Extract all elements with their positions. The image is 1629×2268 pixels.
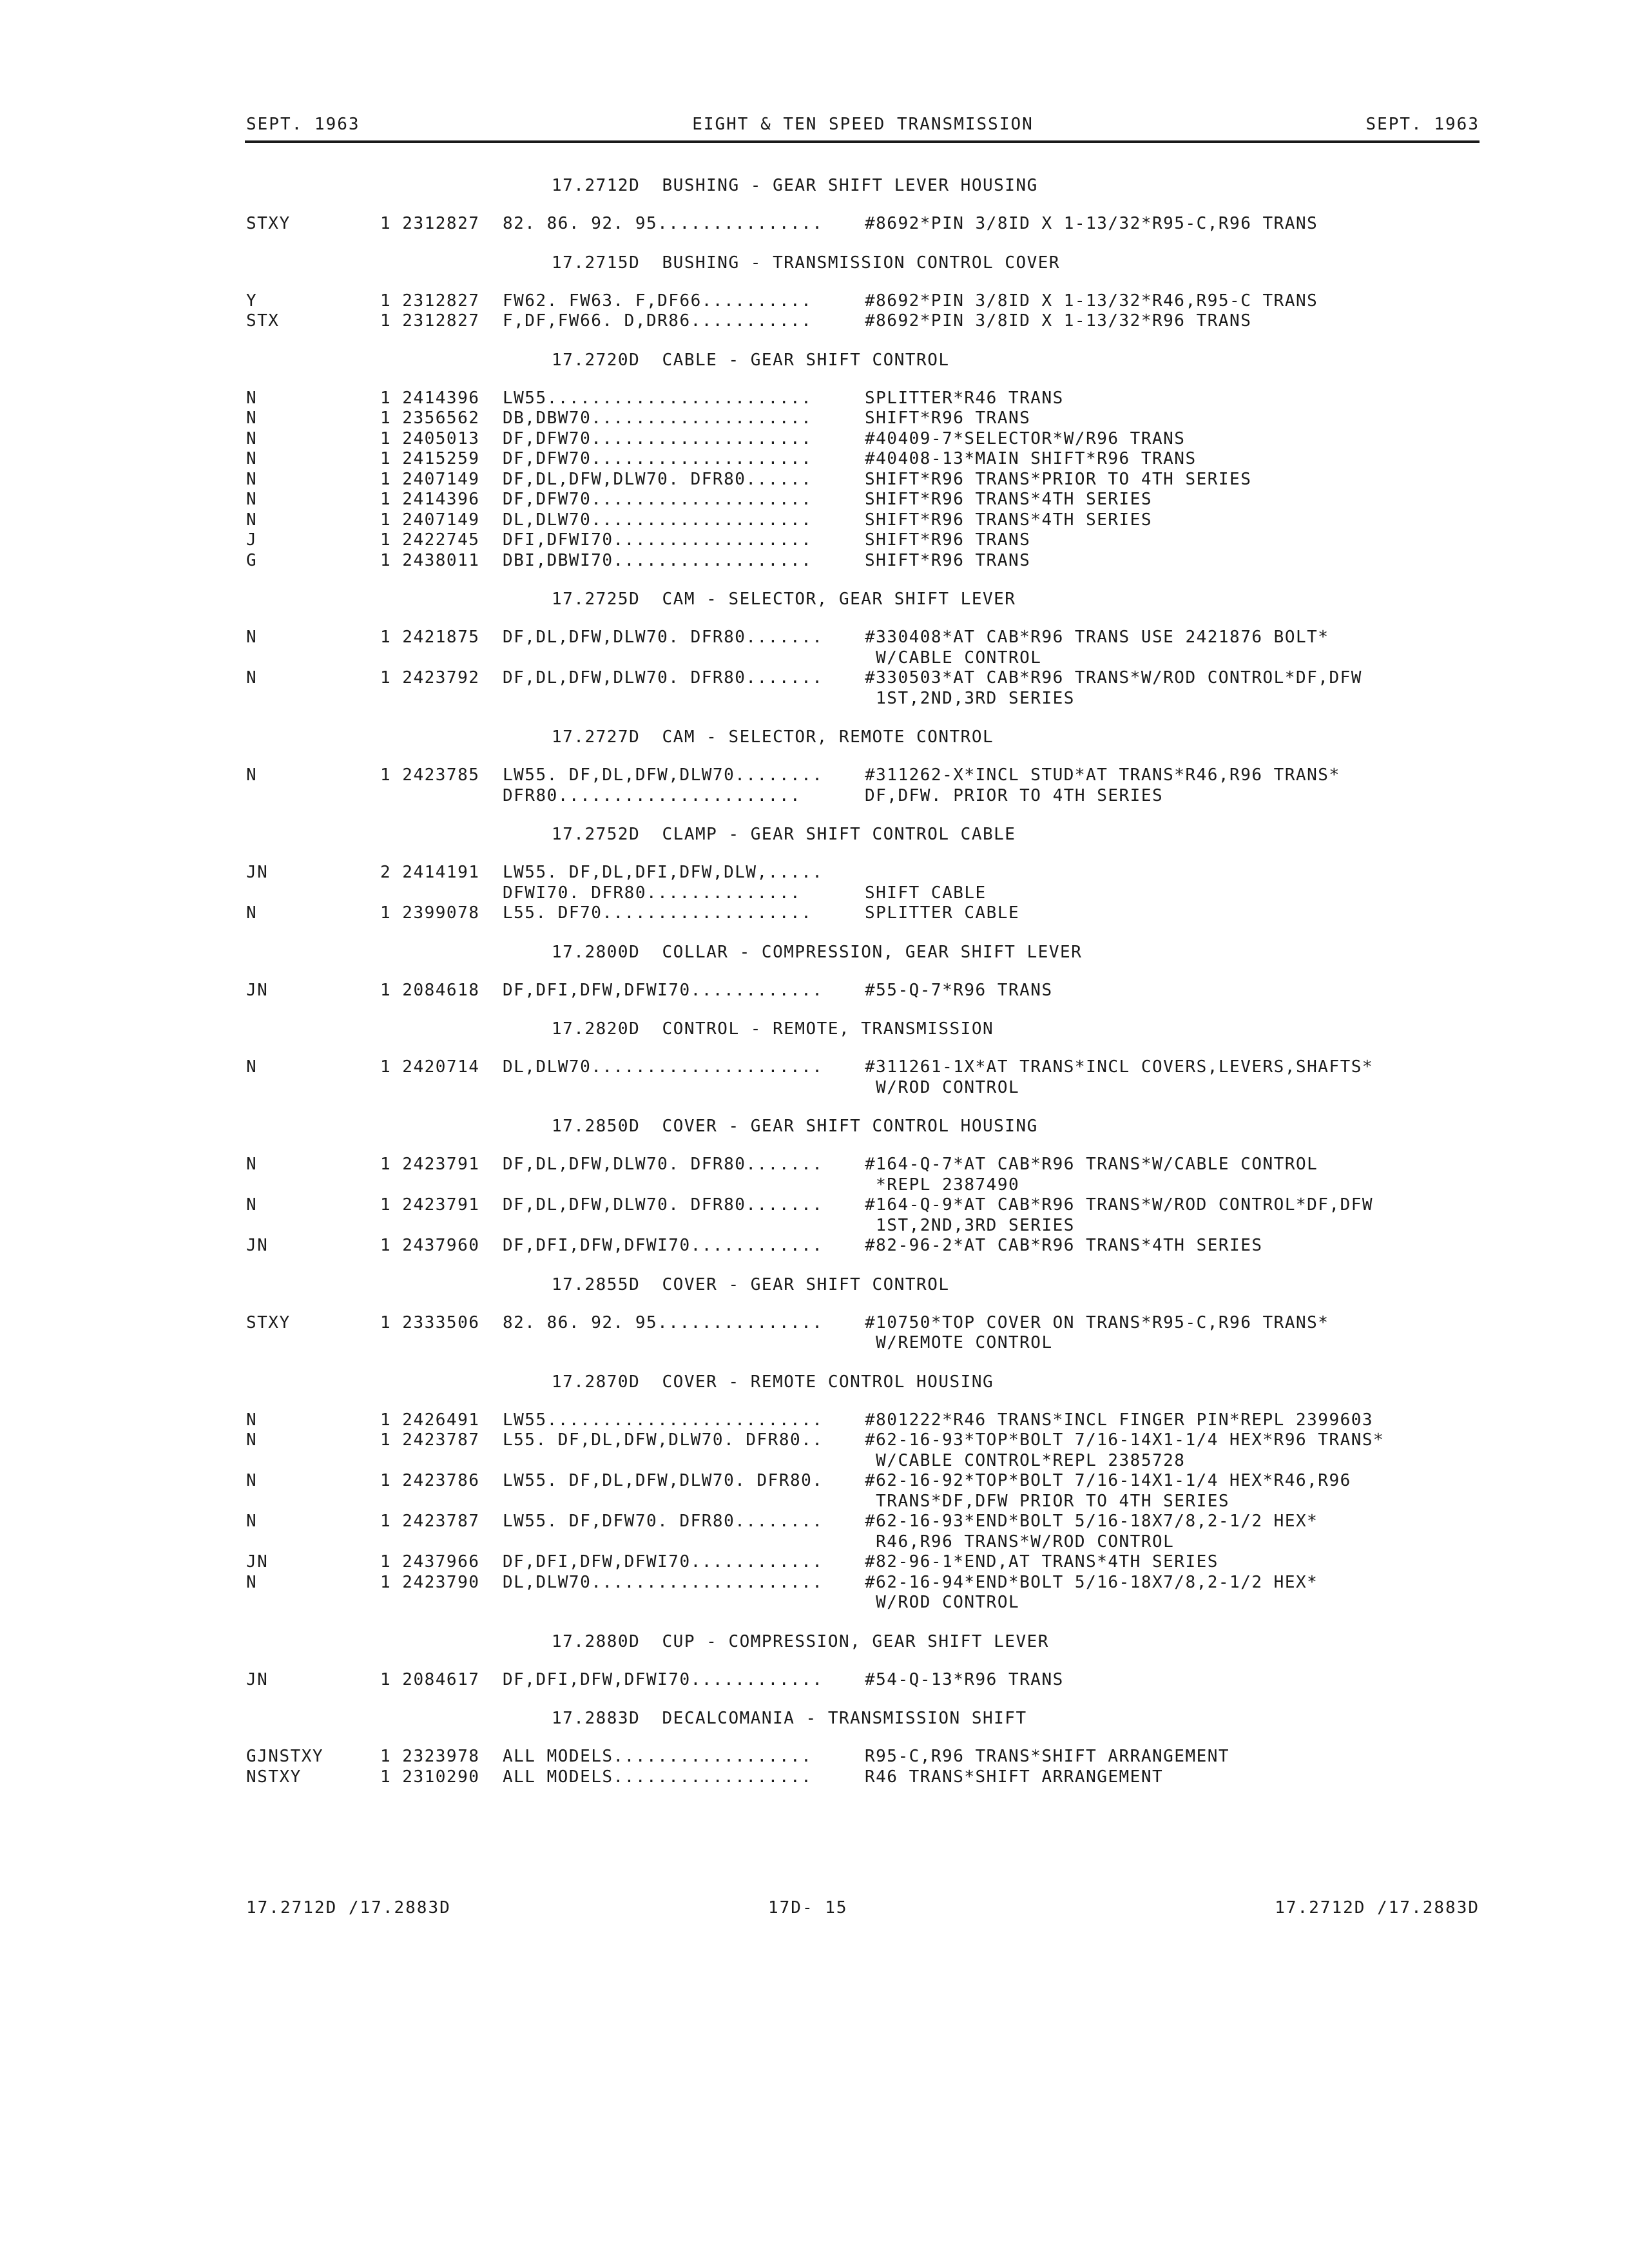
part-description: SHIFT*R96 TRANS*4TH SERIES [865, 510, 1152, 530]
usage-code: N [246, 408, 258, 428]
table-row [246, 389, 1480, 409]
part-number: 1 2414396 [380, 388, 480, 408]
indent [246, 1451, 503, 1472]
model-list: LW55. DF,DL,DFW,DLW70........ [503, 765, 824, 785]
description-continued: W/ROD CONTROL [865, 1593, 1020, 1612]
table-row [246, 668, 1480, 689]
usage-code: N [246, 428, 258, 448]
section-rows [246, 1410, 1480, 1613]
part-number: 1 2356562 [380, 408, 480, 428]
model-list: DF,DL,DFW,DLW70. DFR80....... [503, 1155, 824, 1174]
continuation-row [246, 1593, 1480, 1613]
continuation-row [246, 786, 1480, 807]
part-description: #330503*AT CAB*R96 TRANS*W/ROD CONTROL*DF,DFW [865, 668, 1362, 687]
part-description: R95-C,R96 TRANS*SHIFT ARRANGEMENT [865, 1747, 1230, 1766]
part-number: 1 2414396 [380, 490, 480, 509]
model-list: 82. 86. 92. 95............... [503, 1312, 824, 1332]
description-continued: W/REMOTE CONTROL [865, 1333, 1053, 1352]
part-number: 1 2312827 [380, 311, 480, 331]
model-list: DBI,DBWI70.................. [503, 550, 813, 570]
part-number: 1 2423790 [380, 1572, 480, 1592]
table-row [246, 1747, 1480, 1767]
usage-code: N [246, 1471, 258, 1490]
indent [246, 1078, 503, 1099]
usage-code: J [246, 530, 258, 550]
table-row [246, 530, 1480, 551]
part-description: SHIFT*R96 TRANS*PRIOR TO 4TH SERIES [865, 469, 1252, 489]
section-rows [246, 981, 1480, 1001]
part-number: 1 2310290 [380, 1767, 480, 1787]
indent [246, 1492, 503, 1512]
table-row [246, 1573, 1480, 1593]
table-row [246, 1767, 1480, 1788]
part-description: #311262-X*INCL STUD*AT TRANS*R46,R96 TRANS* [865, 765, 1340, 785]
usage-code: NSTXY [246, 1767, 302, 1787]
part-description: SHIFT*R96 TRANS [865, 550, 1031, 570]
part-number: 1 2312827 [380, 291, 480, 311]
usage-code: STX [246, 311, 280, 331]
model-list: DL,DLW70.................... [503, 510, 813, 530]
table-row [246, 1670, 1480, 1691]
table-row [246, 429, 1480, 450]
continuation-row [246, 1175, 1480, 1196]
part-description: SHIFT*R96 TRANS [865, 530, 1031, 550]
part-description: SPLITTER*R46 TRANS [865, 388, 1064, 408]
continuation-row [246, 1333, 1480, 1354]
section-rows [246, 214, 1480, 235]
page-number: 17D- 15 [768, 1898, 848, 1917]
table-row [246, 765, 1480, 786]
part-number: 1 2399078 [380, 903, 480, 923]
table-row [246, 470, 1480, 490]
description-continued: TRANS*DF,DFW PRIOR TO 4TH SERIES [865, 1491, 1230, 1511]
usage-code: GJNSTXY [246, 1747, 324, 1766]
table-row [246, 1155, 1480, 1175]
part-number: 1 2438011 [380, 550, 480, 570]
section [246, 1272, 1480, 1354]
indent [246, 786, 503, 807]
model-list-continued: DFWI70. DFR80.............. [503, 883, 802, 903]
part-number: 1 2084617 [380, 1669, 480, 1689]
usage-code: N [246, 449, 258, 468]
footer-range-right: 17.2712D /17.2883D [1275, 1898, 1480, 1917]
model-list: DF,DFW70.................... [503, 449, 813, 468]
part-description: #10750*TOP COVER ON TRANS*R95-C,R96 TRANS* [865, 1312, 1329, 1332]
usage-code: N [246, 1195, 258, 1215]
part-description: #40409-7*SELECTOR*W/R96 TRANS [865, 428, 1186, 448]
model-list: LW55........................ [503, 388, 813, 408]
part-description: #40408-13*MAIN SHIFT*R96 TRANS [865, 449, 1197, 468]
table-row [246, 1552, 1480, 1573]
part-description: #82-96-2*AT CAB*R96 TRANS*4TH SERIES [865, 1236, 1263, 1255]
model-list: DF,DFW70.................... [503, 428, 813, 448]
section-title: 17.2870D COVER - REMOTE CONTROL HOUSING [552, 1372, 994, 1392]
description-continued: R46,R96 TRANS*W/ROD CONTROL [865, 1532, 1175, 1552]
part-number: 1 2423787 [380, 1430, 480, 1450]
model-list: DF,DFW70.................... [503, 490, 813, 509]
continuation-row [246, 1216, 1480, 1236]
usage-code: G [246, 550, 258, 570]
section-title: 17.2715D BUSHING - TRANSMISSION CONTROL COVER [552, 253, 1061, 273]
part-description: #330408*AT CAB*R96 TRANS USE 2421876 BOLT* [865, 628, 1329, 647]
usage-code: N [246, 1512, 258, 1531]
section [246, 1016, 1480, 1098]
usage-code: N [246, 668, 258, 687]
page-header [246, 115, 1480, 140]
section-title: 17.2725D CAM - SELECTOR, GEAR SHIFT LEVER [552, 590, 1016, 609]
usage-code: N [246, 765, 258, 785]
part-description: R46 TRANS*SHIFT ARRANGEMENT [865, 1767, 1164, 1787]
table-row [246, 214, 1480, 235]
part-description: #62-16-94*END*BOLT 5/16-18X7/8,2-1/2 HEX* [865, 1572, 1318, 1592]
continuation-row [246, 1532, 1480, 1553]
indent [246, 1333, 503, 1354]
part-description: #62-16-93*TOP*BOLT 7/16-14X1-1/4 HEX*R96 TRANS* [865, 1430, 1385, 1450]
part-number: 1 2407149 [380, 469, 480, 489]
table-row [246, 903, 1480, 924]
part-number: 1 2423785 [380, 765, 480, 785]
section [246, 347, 1480, 572]
model-list-continued: DFR80...................... [503, 785, 802, 805]
section-title: 17.2720D CABLE - GEAR SHIFT CONTROL [552, 350, 950, 370]
description-continued: W/CABLE CONTROL*REPL 2385728 [865, 1450, 1186, 1470]
part-number: 1 2423786 [380, 1471, 480, 1490]
section-title: 17.2712D BUSHING - GEAR SHIFT LEVER HOUSING [552, 176, 1038, 195]
continuation-row [246, 648, 1480, 669]
part-number: 1 2423791 [380, 1195, 480, 1215]
table-row [246, 1236, 1480, 1256]
part-description: #55-Q-7*R96 TRANS [865, 980, 1053, 1000]
part-number: 1 2423791 [380, 1155, 480, 1174]
section [246, 1706, 1480, 1787]
table-row [246, 628, 1480, 648]
section-title: 17.2855D COVER - GEAR SHIFT CONTROL [552, 1274, 950, 1294]
part-description: #8692*PIN 3/8ID X 1-13/32*R96 TRANS [865, 311, 1252, 331]
description-continued: DF,DFW. PRIOR TO 4TH SERIES [865, 785, 1164, 805]
part-number: 1 2333506 [380, 1312, 480, 1332]
usage-code: N [246, 903, 258, 923]
section [246, 822, 1480, 924]
part-description: #164-Q-9*AT CAB*R96 TRANS*W/ROD CONTROL*DF,DFW [865, 1195, 1374, 1215]
continuation-row [246, 1078, 1480, 1099]
part-number: 1 2423787 [380, 1512, 480, 1531]
table-row [246, 981, 1480, 1001]
section [246, 1369, 1480, 1613]
model-list-continued [503, 1333, 865, 1354]
table-row [246, 551, 1480, 572]
usage-code: N [246, 1572, 258, 1592]
continuation-row [246, 689, 1480, 709]
section [246, 1629, 1480, 1691]
usage-code: N [246, 1410, 258, 1430]
table-row [246, 1471, 1480, 1492]
model-list: DF,DL,DFW,DLW70. DFR80....... [503, 1195, 824, 1215]
model-list-continued [503, 1175, 865, 1196]
table-row [246, 408, 1480, 429]
model-list: LW55. DF,DL,DFW,DLW70. DFR80. [503, 1471, 824, 1490]
part-number: 1 2420714 [380, 1057, 480, 1077]
model-list-continued [503, 1451, 865, 1472]
part-description [865, 863, 1480, 883]
section-title: 17.2752D CLAMP - GEAR SHIFT CONTROL CABLE [552, 825, 1016, 844]
table-row [246, 1430, 1480, 1451]
description-continued: W/ROD CONTROL [865, 1077, 1020, 1097]
section [246, 586, 1480, 709]
model-list-continued [503, 1593, 865, 1613]
section [246, 939, 1480, 1001]
model-list: ALL MODELS.................. [503, 1747, 813, 1766]
usage-code: N [246, 1155, 258, 1174]
model-list: DF,DL,DFW,DLW70. DFR80....... [503, 668, 824, 687]
section-rows [246, 765, 1480, 806]
part-description: #8692*PIN 3/8ID X 1-13/32*R95-C,R96 TRANS [865, 214, 1318, 233]
indent [246, 883, 503, 904]
section [246, 173, 1480, 235]
part-number: 1 2323978 [380, 1747, 480, 1766]
section-title: 17.2850D COVER - GEAR SHIFT CONTROL HOUSING [552, 1117, 1038, 1136]
model-list: DF,DFI,DFW,DFWI70............ [503, 1552, 824, 1571]
model-list: DF,DFI,DFW,DFWI70............ [503, 980, 824, 1000]
model-list: LW55. DF,DL,DFI,DFW,DLW,..... [503, 863, 824, 882]
part-number: 1 2405013 [380, 428, 480, 448]
footer-range-left: 17.2712D /17.2883D [246, 1898, 451, 1917]
section-rows [246, 1670, 1480, 1691]
part-description: #62-16-93*END*BOLT 5/16-18X7/8,2-1/2 HEX* [865, 1512, 1318, 1531]
indent [246, 1532, 503, 1553]
model-list: LW55......................... [503, 1410, 824, 1430]
part-number: 1 2426491 [380, 1410, 480, 1430]
part-number: 1 2421875 [380, 628, 480, 647]
header-rule [245, 140, 1480, 143]
section-rows [246, 389, 1480, 572]
part-number: 1 2437960 [380, 1236, 480, 1255]
part-description: #54-Q-13*R96 TRANS [865, 1669, 1064, 1689]
section-rows [246, 1747, 1480, 1787]
section [246, 250, 1480, 332]
usage-code: N [246, 628, 258, 647]
part-number: 1 2407149 [380, 510, 480, 530]
part-description: #311261-1X*AT TRANS*INCL COVERS,LEVERS,SHAFTS* [865, 1057, 1374, 1077]
model-list: DF,DFI,DFW,DFWI70............ [503, 1669, 824, 1689]
part-description: #801222*R46 TRANS*INCL FINGER PIN*REPL 2399603 [865, 1410, 1374, 1430]
table-row [246, 449, 1480, 470]
usage-code: JN [246, 1236, 269, 1255]
model-list: 82. 86. 92. 95............... [503, 214, 824, 233]
table-row [246, 1313, 1480, 1334]
section-title: 17.2820D CONTROL - REMOTE, TRANSMISSION [552, 1019, 994, 1039]
header-title: EIGHT & TEN SPEED TRANSMISSION [692, 115, 1034, 134]
section-rows [246, 628, 1480, 709]
usage-code: N [246, 1430, 258, 1450]
usage-code: STXY [246, 214, 291, 233]
table-row [246, 1057, 1480, 1078]
usage-code: N [246, 388, 258, 408]
table-row [246, 863, 1480, 883]
continuation-row [246, 883, 1480, 904]
section-rows [246, 1057, 1480, 1098]
section-title: 17.2880D CUP - COMPRESSION, GEAR SHIFT LEVER [552, 1631, 1049, 1651]
model-list: DL,DLW70..................... [503, 1057, 824, 1077]
part-description: #62-16-92*TOP*BOLT 7/16-14X1-1/4 HEX*R46,R96 [865, 1471, 1351, 1490]
part-number: 2 2414191 [380, 863, 480, 882]
section-title: 17.2727D CAM - SELECTOR, REMOTE CONTROL [552, 727, 994, 747]
header-date-left: SEPT. 1963 [246, 115, 360, 134]
description-continued: 1ST,2ND,3RD SERIES [865, 1215, 1075, 1235]
usage-code: N [246, 469, 258, 489]
model-list-continued [503, 1078, 865, 1099]
section-rows [246, 291, 1480, 332]
table-row [246, 1195, 1480, 1216]
part-number: 1 2437966 [380, 1552, 480, 1571]
model-list-continued [503, 648, 865, 669]
continuation-row [246, 1451, 1480, 1472]
model-list-continued [503, 1492, 865, 1512]
model-list-continued [503, 689, 865, 709]
model-list: DF,DL,DFW,DLW70. DFR80....... [503, 628, 824, 647]
usage-code: JN [246, 863, 269, 882]
indent [246, 648, 503, 669]
usage-code: Y [246, 291, 258, 311]
part-number: 1 2312827 [380, 214, 480, 233]
table-row [246, 291, 1480, 312]
indent [246, 1593, 503, 1613]
model-list: ALL MODELS.................. [503, 1767, 813, 1787]
model-list-continued [503, 1532, 865, 1553]
usage-code: STXY [246, 1312, 291, 1332]
table-row [246, 510, 1480, 531]
model-list: L55. DF70................... [503, 903, 813, 923]
page-footer [246, 1898, 1480, 1924]
description-continued: *REPL 2387490 [865, 1175, 1020, 1195]
section-rows [246, 863, 1480, 924]
part-number: 1 2422745 [380, 530, 480, 550]
usage-code: N [246, 510, 258, 530]
part-number: 1 2415259 [380, 449, 480, 468]
model-list: DF,DFI,DFW,DFWI70............ [503, 1236, 824, 1255]
model-list: DL,DLW70..................... [503, 1572, 824, 1592]
part-description: #82-96-1*END,AT TRANS*4TH SERIES [865, 1552, 1219, 1571]
section [246, 1113, 1480, 1256]
indent [246, 1216, 503, 1236]
usage-code: JN [246, 980, 269, 1000]
model-list: F,DF,FW66. D,DR86........... [503, 311, 813, 331]
continuation-row [246, 1492, 1480, 1512]
model-list: DB,DBW70.................... [503, 408, 813, 428]
model-list: DFI,DFWI70.................. [503, 530, 813, 550]
section-title: 17.2883D DECALCOMANIA - TRANSMISSION SHIFT [552, 1709, 1027, 1728]
part-description: SHIFT*R96 TRANS [865, 408, 1031, 428]
model-list: LW55. DF,DFW70. DFR80........ [503, 1512, 824, 1531]
indent [246, 689, 503, 709]
part-description: #164-Q-7*AT CAB*R96 TRANS*W/CABLE CONTROL [865, 1155, 1318, 1174]
part-number: 1 2423792 [380, 668, 480, 687]
usage-code: JN [246, 1669, 269, 1689]
part-description: #8692*PIN 3/8ID X 1-13/32*R46,R95-C TRANS [865, 291, 1318, 311]
table-row [246, 1410, 1480, 1431]
model-list-continued [503, 1216, 865, 1236]
part-description: SPLITTER CABLE [865, 903, 1020, 923]
usage-code: JN [246, 1552, 269, 1571]
table-row [246, 311, 1480, 332]
description-continued: W/CABLE CONTROL [865, 648, 1042, 668]
model-list: DF,DL,DFW,DLW70. DFR80...... [503, 469, 813, 489]
section-rows [246, 1313, 1480, 1354]
usage-code: N [246, 490, 258, 509]
description-continued: 1ST,2ND,3RD SERIES [865, 688, 1075, 708]
table-row [246, 1512, 1480, 1532]
header-date-right: SEPT. 1963 [1365, 115, 1480, 134]
indent [246, 1175, 503, 1196]
section-rows [246, 1155, 1480, 1256]
part-description: SHIFT*R96 TRANS*4TH SERIES [865, 490, 1152, 509]
description-continued: SHIFT CABLE [865, 883, 987, 903]
model-list: L55. DF,DL,DFW,DLW70. DFR80.. [503, 1430, 824, 1450]
table-row [246, 490, 1480, 510]
usage-code: N [246, 1057, 258, 1077]
model-list: FW62. FW63. F,DF66.......... [503, 291, 813, 311]
part-number: 1 2084618 [380, 980, 480, 1000]
section-title: 17.2800D COLLAR - COMPRESSION, GEAR SHIFT LEVER [552, 942, 1083, 962]
section [246, 724, 1480, 806]
parts-list [246, 173, 1480, 1803]
